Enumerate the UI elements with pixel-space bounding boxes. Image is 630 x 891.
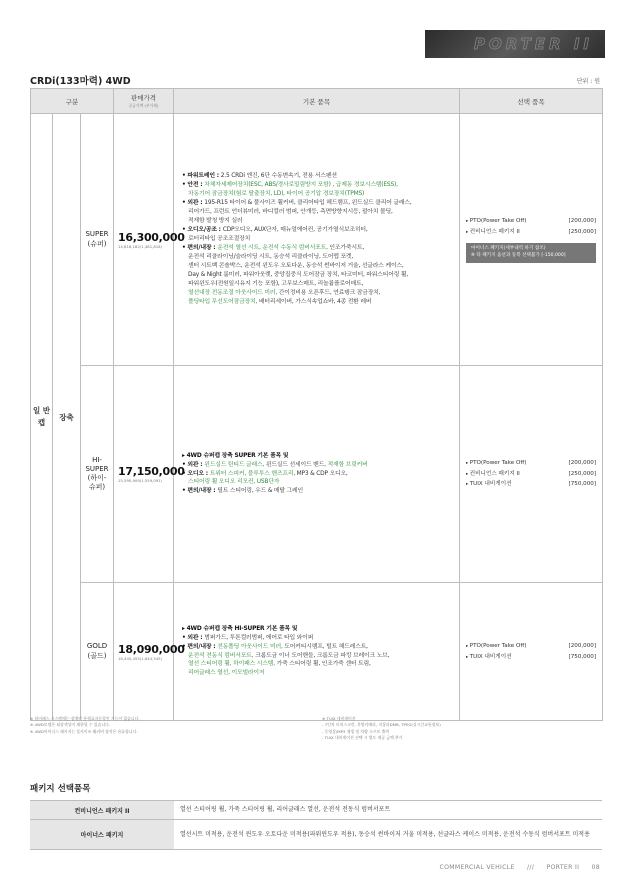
unit-label: 단위 : 원 [576,78,600,85]
option-item: ▸ PTO(Power Take Off) [200,000] [466,216,596,227]
porter-logo-text: PORTER II [473,35,593,53]
package-row [30,801,602,820]
basic-line: 센터 시트백 콘솔박스, 운전석 윈도우 오토다운, 동승석 썬바이저 거울, 선글라스 케이스, [188,262,404,269]
basic-line: 열선내장 전동조절 아웃사이드 미러, 간이정비용 오픈후드, 연료탱크 잠금장치, [188,289,381,296]
option-items [460,583,603,721]
trim-row [31,114,603,366]
group-label: 일 반 캡 [31,114,53,721]
porter-logo-banner [425,30,605,58]
basic-line: • 파워트레인 : 2.5 CRDi 엔진, 6단 수동변속기, 전용 서스펜션 [182,173,337,180]
basic-line: • 편의/내장 : 전동폴딩 아웃사이드 미러, 도어커티시램프, 털트 헤드레스트, [182,643,368,650]
price-value: 18,090,000 [118,642,185,656]
footer-model: PORTER II [546,864,580,871]
price-cell [114,114,185,366]
footer-page-number: 08 [591,864,600,871]
package-desc: 열선시트 미적용, 운전석 윈도우 오토다운 미적용(파워윈도우 적용), 동승석 썬바이저 거울 미적용, 선글라스 케이스 미적용, 운전석 수동식 럼버서포트 미적용 [174,820,602,850]
header-options: 선택 품목 [460,89,603,114]
basic-items [174,366,460,583]
price-cell [114,366,185,583]
trim-row [31,366,603,583]
basic-line: 리어가드, 프런트 언더뷰미러, 바디컬러 범퍼, 안개등, 측면방향지시등, 펄아치 몰딩, [188,209,393,216]
note-line: ※ TUIX 내비게이션 [322,716,356,721]
basic-line: 운전석 전동식 럼버서포트, 크롬도금 이너 도어핸들, 크롬도금 파킹 브레이크 노브, [188,652,390,659]
basic-line: • 오디오 : 트위터 스피커, 블루투스 핸즈프리, MP3 & CDP 오디오, [182,470,348,477]
basic-line: 폴딩타입 무선도어잠금장치, 배터리세이버, 가스식속업쇼바, 4종 전환 레버 [188,298,372,305]
note-line: ※ 4WD마이너스 패키지는 풀사이즈 휠커버 장착은 유효합니다. [30,728,138,734]
note-line: - 동영상/MP3 재생 및 차량 소프트 출력 [322,728,390,734]
notes-left [30,716,140,735]
footer-separator: /// [527,864,535,871]
price-supply: 16,445,455(1,644,545) [118,655,163,661]
header-price: 판매가격 공급가액 (부가세) [114,89,174,114]
note-line: - TUIX 내비게이션 선택 시 별도 제공 금액 추가 [322,735,403,741]
basic-line: • 편의/내장 : 틸트 스티어링, 우드 & 메탈 그레인 [182,488,304,495]
basic-line: 적재함 발청 방지 실러 [188,218,243,225]
basic-line: Day & Night 룸미러, 파워아웃렛, 중앙집중식 도어잠금 장치, 타코미터, 파워스티어링 휠, [188,271,409,278]
option-item: ▸ PTO(Power Take Off) [200,000] [466,641,596,652]
trim-name: SUPER (슈퍼) [81,114,114,366]
footer-brand: COMMERCIAL VEHICLE [439,864,515,871]
option-item: ▸ TUIX 내비게이션 [750,000] [466,652,596,663]
trim-row [31,583,603,721]
note-line: ※ 하이패스 시스템에는 장애인 통행료자동할인 기능이 없습니다. [30,716,140,721]
basic-line: 파워윈도우(전원일시유지 기능 포함), 고무보스매트, 리놀륨플로어매트, [188,280,364,287]
price-supply: 14,818,182(1,481,818) [118,243,163,249]
basic-items [174,583,460,721]
basic-line: ▸ 4WD 슈퍼캡 장축 SUPER 기본 품목 및 [182,452,289,459]
option-items [460,114,603,366]
basic-line: 차동기어 잠금장치(험로 탈출장치, LD), 타이어 공기압 경보장치(TPMS) [188,191,365,198]
basic-line: • 외관 : 범퍼가드, 투톤컬러범퍼, 에어로 타입 와이퍼 [182,634,314,641]
package-name: 컨비니언스 패키지 II [30,801,174,820]
option-item: ▸ TUIX 내비게이션 [750,000] [466,479,596,490]
basic-line: • 외관 : 윈드실드 틴티드 글래스, 윈드실드 선세이드 밴드, 적재함 브릿커버 [182,461,368,468]
option-item: ▸ 컨비니언스 패키지 II [250,000] [466,227,596,238]
option-item: ▸ PTO(Power Take Off) [200,000] [466,458,596,469]
basic-line: 로터리타입 공조조절장치 [188,236,251,243]
basic-items [174,114,460,366]
package-table [30,800,602,850]
basic-line: 열선 스티어링 휠, 하이패스 시스템, 가죽 스티어링 휠, 인조가죽 센터 트림, [188,661,371,668]
package-title: 패키지 선택품목 [30,784,91,794]
note-line: - 7인치 터치스크린, 후방카메라, 지상파DMB, TPEG(실시간교통정보) [322,722,441,728]
header-basic: 기본 품목 [174,89,460,114]
option-items [460,366,603,583]
trim-name: GOLD (골드) [81,583,114,721]
footer [429,864,600,871]
package-desc: 열선 스티어링 휠, 가죽 스티어링 휠, 리어글래스 열선, 운전석 전동식 럼버서포트 [174,801,602,820]
header-category: 구분 [31,89,114,114]
basic-line: ▸ 4WD 슈퍼캡 장축 HI-SUPER 기본 품목 및 [182,625,298,632]
package-row [30,820,602,850]
price-table [30,88,603,721]
basic-line: • 오디오/공조 : CDP오디오, AUX단자, 매뉴얼에어컨, 공기가열식보조히터, [182,227,368,234]
basic-line: 리어글래스 열선, 이모빌라이저 [188,670,265,677]
price-cell [114,583,185,721]
price-supply: 15,590,909(1,559,091) [118,478,163,483]
basic-line: • 편의/내장 : 운전석 열선 시트, 운전석 수동식 럼버서포트, 인조가죽시트, [182,244,365,251]
basic-line: • 안전 : 차체자세제어장치(ESC, ABS/경사로밀림방지 포함) , 급제동 경보시스템(ESS), [182,182,398,189]
section-title: CRDi(133마력) 4WD [30,76,131,87]
minus-package-note: 마이너스 패키지(세부내역 하기 참조) ※ 타 패키지 옵션과 동복 선택불가 [-150,000] [466,243,596,263]
note-line: ※ 4WD모델은 외장색상이 제한될 수 있습니다. [30,722,111,728]
basic-line: • 외관 : 195-R15 타이어 & 풀사이즈 휠커버, 클리어타입 헤드램프, 윈드실드 클리어 글래스, [182,200,412,207]
price-value: 16,300,000 [118,230,185,244]
trim-name: HI- SUPER (하이- 슈퍼) [81,366,114,583]
option-item: ▸ 컨비니언스 패키지 II [250,000] [466,469,596,480]
body-label: 장축 [53,114,81,721]
basic-line: 운전석 리클라이닝/슬라이딩 시트, 동승석 리클라이닝, 도어맵 포켓, [188,253,354,260]
package-name: 마이너스 패키지 [30,820,174,850]
notes-right [322,716,441,742]
basic-line: 스티어링 휠 오디오 리모컨, USB단자 [188,479,280,486]
price-value: 17,150,000 [118,465,185,478]
